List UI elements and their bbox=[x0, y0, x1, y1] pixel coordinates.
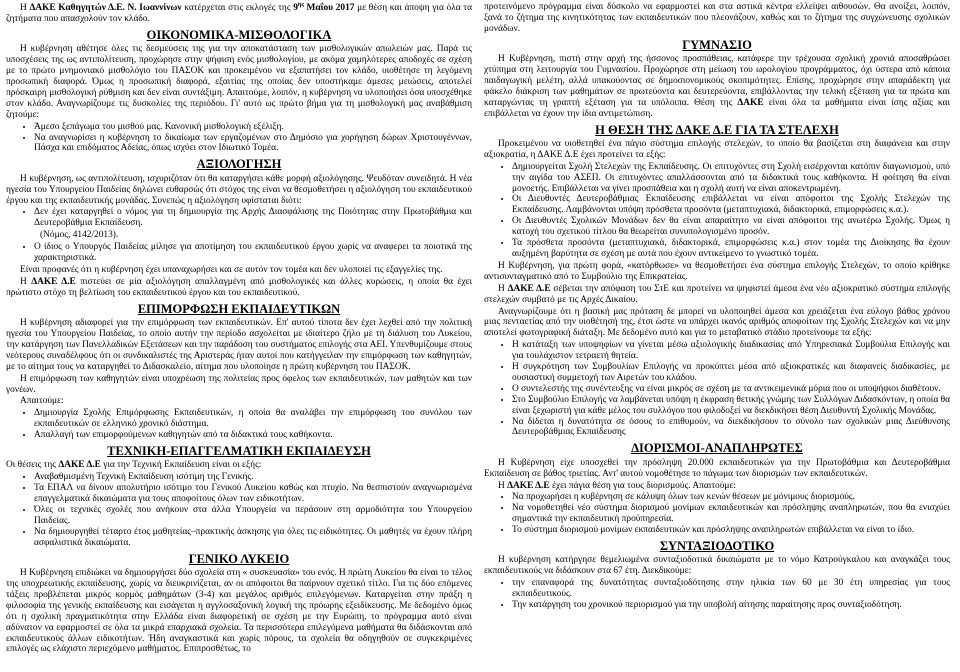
list-item: • Όλες οι τεχνικές σχολές που ανήκουν στα άλλα Υπουργεία να περάσουν στη αρμοδιότητα του Υπουργείου Παιδείας. bbox=[34, 505, 472, 527]
list-item: • Να δίδεται η δυνατότητα σε όσους το επιθυμούν, να διεκδικήσουν το σύνολο των σχολικών μιας Διεύθυνσης Δευτεροβάθμιας Εκπαίδευσης bbox=[512, 417, 950, 439]
pension-heading: ΣΥΝΤΑΞΙΟΔΟΤΙΚΟ bbox=[659, 539, 775, 554]
list-item: • Τα πρόσθετα προσόντα (μεταπτυχιακά, διδακτορικά, επιμορφώσεις κ.α.) στον τομέα της Διοίκησης θα έχουν αυξημένη βαρύτητα σε σχέση με αυτά που έχουν αντικείμενο το γνωστικό τομέα. bbox=[512, 238, 950, 260]
continued-paragraph: προτεινόμενο πρόγραμμα είναι δύσκολο να εφαρμοστεί και στα αστικά κέντρα ελλείψει αιθουσών. Θα ανοίξει, λοιπόν, ξανά το ζήτημα της κινητικότητας των εκπαιδευτικών που πλεονάζουν, καθώς και το ζήτημα της συγχώνευσης σχολικών μονάδων. bbox=[484, 2, 950, 34]
list-item: • Η κατάταξη των υποψηφίων να γίνεται μέσω αξιολογικής διαδικασίας από Υπηρεσιακά Συμβούλια Επιλογής και για τουλάχιστον τετραετή θητεία. bbox=[512, 340, 950, 362]
evaluation-heading: ΑΞΙΟΛΟΓΗΣΗ bbox=[196, 157, 282, 172]
list-item: • την επαναφορά της δυνατότητας συνταξιοδότησης στην ηλικία των 60 με 30 έτη υπηρεσίας για τους εκπαιδευτικούς. bbox=[512, 578, 950, 600]
list-item: • Δημιουργείται Σχολή Στελεχών της Εκπαίδευσης. Οι επιτυχόντες στη Σχολή εισέρχονται κατόπιν διαγωνισμού, υπό την αιγίδα του ΑΣΕΠ. Οι επιτυχόντες απαλλάσσονται από τα διδακτικά τους καθήκοντα. Η φοίτηση θα είναι μονοετής. Επιβάλλεται να γίνει προσπάθεια και η σχολή αυτή να είναι αποκεντρωμένη. bbox=[512, 162, 950, 195]
list-item: • Άμεσο ξεπάγωμα του μισθού μας. Κανονική μισθολογική εξέλιξη. bbox=[34, 122, 472, 133]
evaluation-paragraph-3: Η ΔΑΚΕ Δ.Ε πιστεύει σε μία αξιολόγηση απαλλαγμένη από μισθολογικές και άλλες κυρώσεις, η οποία θα έχει πρώτιστο στόχο τη βελτίωση του εκπαιδευτικού έργου και του εκπαιδευτικού. bbox=[6, 276, 472, 298]
executives-paragraph-4: Αναγνωρίζουμε ότι η βασική μας πρόταση δε μπορεί να υλοποιηθεί άμεσα και χρειάζεται ένα εύλογο βάθος χρόνου μιας πενταετίας από την υιοθέτησή της, έτσι ώστε να υπάρχει ικανός αριθμός αποφοίτων της Σχολής Στελεχών και να μην αποτελεί φωτογραφική διάταξη. Με δεδομένο αυτό και για το μεταβατικό στάδιο προτείνουμε τα εξής: bbox=[484, 306, 950, 339]
list-item: • Να αναγνωρίσει η κυβέρνηση το δικαίωμα των εργαζομένων στο Δημόσιο για χορήγηση δώρων Χριστουγέννων, Πάσχα και επιδόματος Αδείας, όπως ισχύει στον Ιδιωτικό Τομέα. bbox=[34, 133, 472, 155]
appointments-list bbox=[484, 492, 950, 536]
training-heading: ΕΠΙΜΟΡΦΩΣΗ ΕΚΠΑΙΔΕΥΤΙΚΩΝ bbox=[137, 301, 341, 316]
list-item: • Δημιουργία Σχολής Επιμόρφωσης Εκπαιδευτικών, η οποία θα αναλάβει την επιμόρφωση του συνόλου των εκπαιδευτικών σε ελληνικό χρονικό διάστημα. bbox=[34, 408, 472, 430]
list-item: • Στο Συμβούλιο Επιλογής να λαμβάνεται υπόψη η έκφραση θετικής γνώμης των Συλλόγων Διδασκόντων, η οποία θα είναι ξεχωριστή για κάθε μέλος του συλλόγου που φιλοδοξεί να διεκδικήσει θέση Διευθυντή Σχολικής Μονάδας. bbox=[512, 395, 950, 417]
list-item: • Την κατάργηση του χρονικού περιορισμού για την υποβολή αίτησης παραίτησης προς συνταξιοδότηση. bbox=[512, 600, 950, 611]
pension-list bbox=[484, 578, 950, 611]
list-item: • Να δημιουργηθεί τέταρτο έτος μαθητείας–πρακτικής άσκησης για όλες τις ειδικότητες. Οι μαθητές να έχουν πλήρη ασφαλιστικά δικαιώματα. bbox=[34, 527, 472, 549]
executives-list-2 bbox=[484, 340, 950, 438]
evaluation-paragraph-2: Είναι προφανές ότι η κυβέρνηση έχει υπαναχωρήσει και σε αυτόν τον τομέα και δεν υλοποιεί τις εξαγγελίες της. bbox=[20, 265, 443, 275]
economics-paragraph: Η κυβέρνηση αθέτησε όλες τις δεσμεύσεις της για την αποκατάσταση των μισθολογικών απωλειών μας. Παρά τις υποσχέσεις της ως αντιπολίτευση, προχώρησε στην ψήφιση ενός μισθολογίου, με ακόμα χαμηλότερες αποδοχές σε σχέση με το πρώτο μνημονιακό μισθολόγιο του ΠΑΣΟΚ και προκειμένου να εξαπατήσει τον κλάδο, υιοθέτησε τη λεγόμενη προσωπική διαφορά. Όμως η προσωπική διαφορά, εξαιτίας της οποίας δεν υποστήκαμε άμεσες μειώσεις, αποτελεί πρόσκαιρη μισθολογική ρύθμιση και δεν είναι συντάξιμη. Απαιτούμε, λοιπόν, η κυβέρνηση να υλοποιήσει όσα υποσχέθηκε στον κλάδο. Αναγνωρίζουμε τις δυσκολίες της περιόδου. Γι' αυτό ως πρώτο βήμα για τη μισθολογική μας αναβάθμιση ζητούμε: bbox=[6, 44, 472, 120]
list-item: • Ο συντελεστής της συνέντευξης να είναι μικρός σε σχέση με τα αντικειμενικά μόρια που οι υποψήφιοι διαθέτουν. bbox=[512, 384, 950, 395]
pension-paragraph: Η κυβέρνηση κατήργησε θεμελιωμένα συνταξιοδοτικά δικαιώματα με το νόμο Κατρούγκαλου και αναγκάζει τους εκπαιδευτικούς να διδάσκουν στα 67 έτη. Διεκδικούμε: bbox=[484, 555, 950, 577]
evaluation-list-2 bbox=[6, 242, 472, 264]
appointments-paragraph: Η Κυβέρνηση είχε υποσχεθεί την πρόσληψη 20.000 εκπαιδευτικών για την Πρωτοβάθμια και Δευτεροβάθμια Εκπαίδευση σε βάθος τριετίας. Αντ' αυτού νομοθέτησε το πάγωμα των διορισμών των εκπαιδευτικών. bbox=[484, 457, 950, 479]
executives-list bbox=[484, 162, 950, 260]
list-item: • Τα ΕΠΑΛ να δίνουν απολυτήριο ισότιμο του Γενικού Λυκείου καθώς και πτυχίο. Να θεσπιστούν αναγνωρισμένα επαγγελματικά δικαιώματα για τους αποφοίτους όλων των ειδικοτήτων. bbox=[34, 483, 472, 505]
technical-paragraph: Οι θέσεις της ΔΑΚΕ Δ.Ε για την Τεχνική Εκπαίδευση είναι οι εξής: bbox=[6, 460, 262, 471]
technical-heading: ΤΕΧΝΙΚΗ-ΕΠΑΓΓΕΛΜΑΤΙΚΗ ΕΚΠΑΙΔΕΥΣΗ bbox=[107, 444, 371, 459]
list-item: • Η συγκρότηση των Συμβουλίων Επιλογής να προκύπτει μέσα από αξιοκρατικές και διαφανείς διαδικασίες, με ουσιαστική συμμετοχή των Αιρετών του κλάδου. bbox=[512, 362, 950, 384]
evaluation-list bbox=[6, 207, 472, 229]
training-paragraph: Η κυβέρνηση αδιαφορεί για την επιμόρφωση των εκπαιδευτικών. Επ' αυτού τίποτα δεν έχει λεχθεί από την πολιτική ηγεσία του Υπουργείου Παιδείας, το οποίο αυτήν την περίοδο ασχολείται με ιδιαίτερο ζήλο με τη διάλυση του Λυκείου, την κατάργηση των Πανελλαδικών Εξετάσεων και την παράδοση του συστήματος επιλογής στα ΑΕΙ. Υπενθυμίζουμε στους νεότερους συναδέλφους ότι οι συνδικαλιστές της Αριστεράς ήταν αυτοί που κατήγγειλαν την επιμόρφωση των καθηγητών, με το αίτημα τους να καταργηθεί το Διδασκαλείο, αίτημα που υλοποίησε η πρώτη κυβέρνηση του ΠΑΣΟΚ. bbox=[6, 318, 472, 372]
executives-paragraph: Προκειμένου να υιοθετηθεί ένα πάγιο σύστημα επιλογής στελεχών, το οποίο θα βασίζεται στη διαφάνεια και στην αξιοκρατία, η ΔΑΚΕ Δ.Ε έχει προτείνει τα εξής: bbox=[484, 138, 950, 160]
lyceum-heading: ΓΕΝΙΚΟ ΛΥΚΕΙΟ bbox=[188, 551, 290, 566]
list-item: • Το σύστημα διορισμού μονίμων εκπαιδευτικών και πρόσληψης αναπληρωτών επιβάλλεται να είναι το ίδιο. bbox=[512, 525, 950, 536]
right-column bbox=[484, 2, 950, 612]
training-paragraph-2: Η επιμόρφωση των καθηγητών είναι υποχρέωση της πολιτείας προς όφελος των εκπαιδευτικών, των μαθητών και των γονέων. bbox=[6, 373, 472, 395]
technical-list bbox=[6, 472, 472, 548]
gymnasium-heading: ΓΥΜΝΑΣΙΟ bbox=[682, 37, 752, 52]
list-item: • Δεν έχει καταργηθεί ο νόμος για τη δημιουργία της Αρχής Διασφάλισης της Ποιότητας στην Πρωτοβάθμια και Δευτεροβάθμια Εκπαίδευση. bbox=[34, 207, 472, 229]
law-reference: (Νόμος, 4142/2013). bbox=[40, 230, 119, 241]
intro-paragraph: Η ΔΑΚΕ Καθηγητών Δ.Ε. Ν. Ιωαννίνων κατέρχεται στις εκλογές της $9^{\eta\varsigma}$ Μαΐου 2017 με θέση και άποψη για όλα τα ζητήματα που απασχολούν τον κλάδο. bbox=[6, 2, 472, 25]
economics-heading: ΟΙΚΟΝΟΜΙΚΑ-ΜΙΣΘΟΛΟΓΙΚΑ bbox=[146, 27, 332, 42]
list-item: • Να προχωρήσει η κυβέρνηση σε κάλυψη όλων των κενών θέσεων με μόνιμους διορισμούς. bbox=[512, 492, 950, 503]
appointments-paragraph-2: Η ΔΑΚΕ Δ.Ε έχει πάγια θέση για τους διορισμούς. Απαιτούμε: bbox=[498, 480, 736, 491]
appointments-heading: ΔΙΟΡΙΣΜΟΙ-ΑΝΑΠΛΗΡΩΤΕΣ bbox=[631, 441, 803, 456]
list-item: • Ο ίδιος ο Υπουργός Παιδείας μίλησε για αποτίμηση του εκπαιδευτικού έργου χωρίς να αναφερει τα ποιοτικά της χαρακτηριστικά. bbox=[34, 242, 472, 264]
left-column bbox=[6, 2, 472, 656]
list-item: • Να νομοθετηθεί νέο σύστημα διορισμού μονίμων εκπαιδευτικών και πρόσληψης αναπληρωτών, που θα ενισχύει σημαντικά την εκπαιδευτική προϋπηρεσία. bbox=[512, 503, 950, 525]
lyceum-paragraph: Η Κυβέρνηση επιδιώκει να δημιουργήσει δύο σχολεία στη « συσκευασία» του ενός. Η πρώτη Λυκείου θα είναι το τέλος της υποχρεωτικής εκπαίδευσης, χωρίς να διευκρινίζεται, αν οι απόφοιτοι θα παίρνουν σχετικό τίτλο. Για τις δύο επόμενες τάξεις προβλέπεται μικρός κορμός μαθημάτων (3-4) και μεγάλος αριθμός επιλεγόμενων. Καταργείται στην πράξη η φιλοσοφία της γενικής εκπαίδευσης και εισάγεται η αγγλοσαξονική λογική της πρόωρης εξειδίκευσης. Με δεδομένο όμως ότι η σχολική πραγματικότητα στην Ελλάδα είναι διαφορετική σε σχέση με την Ευρώπη, το πρόγραμμα αυτό είναι αδύνατον να εφαρμοστεί σε όλα τα μικρά επαρχιακά σχολεία. Τα περισσότερα επιλεγόμενα μαθήματα θα διδάσκονται από εκπαιδευτικούς άλλων ειδικοτήτων. Ήδη αναγκαστικά και χωρίς πόρους, τα σχολεία θα οδηγηθούν σε συγκεκριμένες επιλογές ως ελάχιστο περιεχόμενο μαθήματος. Επιπροσθέτως, το bbox=[6, 568, 472, 655]
training-demand: Απαιτούμε: bbox=[20, 396, 64, 407]
executives-paragraph-2: Η Κυβέρνηση, για πρώτη φορά, «κατόρθωσε» να θεσμοθετήσει ένα σύστημα επιλογής Στελεχών, το οποίο κρίθηκε αντισυνταγματικό από το Συμβούλιο της Επικρατείας. bbox=[484, 260, 950, 282]
list-item: • Οι Διευθυντές Σχολικών Μονάδων δεν θα είναι απαραίτητο να είναι απόφοιτοι της ανωτέρω Σχολής. Όμως η κατοχή του σχετικού τίτλου θα θεωρείται συνυπολογισμένο προσόν. bbox=[512, 216, 950, 238]
evaluation-paragraph: Η κυβέρνηση, ως αντιπολίτευση, ισχυριζόταν ότι θα καταργήσει κάθε μορφή αξιολόγησης. Ψευδόταν συνειδητά. Η νέα ηγεσία του Υπουργείου Παιδείας δηλώνει ευθαρσώς ότι στόχος της είναι να θεσμοθετήσει η αξιολόγηση του εκπαιδευτικού έργου και της εκπαιδευτικής μονάδας. Συνεπώς η αξιολόγηση υφίσταται διότι: bbox=[6, 173, 472, 206]
gymnasium-paragraph: Η Κυβέρνηση, πιστή στην αρχή της ήσσονος προσπάθειας, κατάφερε την τρέχουσα σχολική χρονιά αποσαθρώσει χτύπημα στη λειτουργία του Γυμνασίου. Προχώρησε στη μείωση του ωρολογίου προγράμματος, όχι ύστερα από κάποια παιδαγωγική μελέτη, αλλά υπακούοντας σε δημοσιονομικούς σκοπιμότητες. Επίσης, προχώρησε στην απαράδεκτη για φάκελο διάκριση των μαθημάτων σε πρωτεύοντα και δευτερεύοντα, επιβάλλοντας την τελική εξέταση για τα πρώτα και καταργώντας τη γραπτή εξέταση για τα υπόλοιπα. Θέση της ΔΑΚΕ είναι όλα τα μαθήματα είναι ίσης αξίας και επιβάλλεται να έχουν την ίδια αντιμετώπιση. bbox=[484, 54, 950, 119]
list-item: • Απαλλαγή των επιμορφούμενων καθηγητών από τα διδακτικά τους καθήκοντα. bbox=[34, 430, 472, 441]
executives-paragraph-3: Η ΔΑΚΕ Δ.Ε σέβεται την απόφαση του ΣτΕ και προτείνει να ψηφιστεί άμεσα ένα νέο αξιοκρατικό σύστημα επιλογής στελεχών συμβατό με τις Αρχές Δικαίου. bbox=[484, 283, 950, 305]
economics-list bbox=[6, 122, 472, 155]
list-item: • Αναβαθμισμένη Τεχνική Εκπαίδευση ισότιμη της Γενικής. bbox=[34, 472, 472, 483]
list-item: • Οι Διευθυντές Δευτεροβάθμιας Εκπαίδευσης επιβάλλεται να είναι απόφοιτοι της Σχολής Στελεχών της Εκπαίδευσης. Λαμβάνονται υπόψη πρόσθετα προσόντα (μεταπτυχιακά, διδακτορικά, επιμορφώσεις κ.α.). bbox=[512, 194, 950, 216]
training-list bbox=[6, 408, 472, 441]
executives-heading: Η ΘΕΣΗ ΤΗΣ ΔΑΚΕ Δ.Ε ΓΙΑ ΤΑ ΣΤΕΛΕΧΗ bbox=[595, 122, 839, 137]
